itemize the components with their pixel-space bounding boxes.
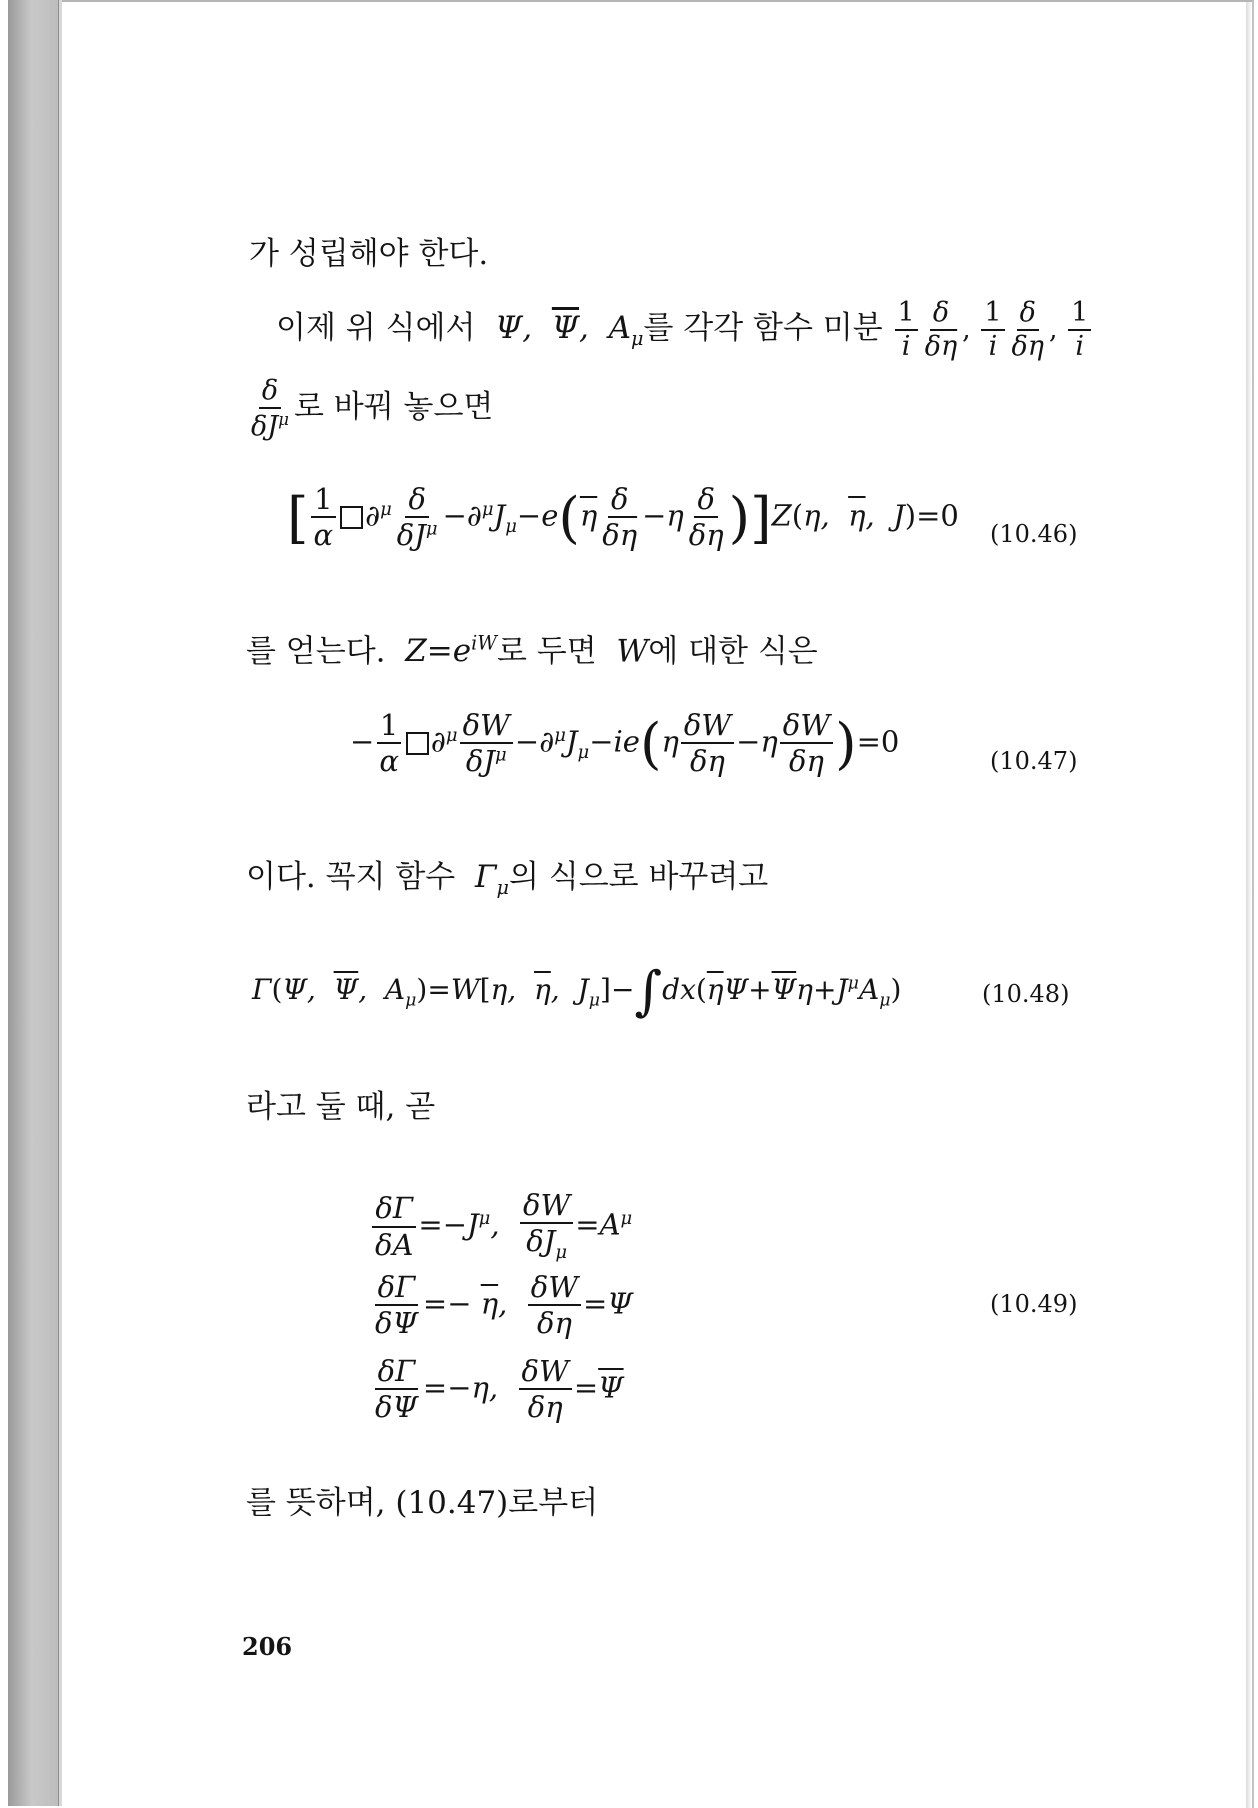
equation-10-49-row-2: $\frac{\delta\Gamma}{\delta\Psi}$ =− $\overline{\eta}$, $\frac{\delta W}{\delta\overline{\eta}}$ =Ψ [375,1270,633,1341]
text-line-5 [246,859,769,900]
text-line-7: 를 뜻하며, (10.47)로부터 [246,1485,599,1521]
text-line-4-end: 에 대한 식은 [648,633,818,670]
text-line-4 [246,632,818,670]
page-number: 206 [242,1632,293,1661]
equation-10-48: Γ(Ψ, $\overline{\Psi}$, $A_\mu)=W[\eta$, $\overline{\eta}$, $J_\mu]-\int dx(\overline{\eta}\Psi+\overline{\Psi}\eta+J^\mu A_\mu)$ [252,960,902,1022]
math-gamma-mu: $\Gamma_\mu$ [465,859,509,900]
text-line-4-middle: 로 두면 [497,633,597,670]
math-delta-over-delta-j: $\frac{\delta}{\delta J^\mu}$ [251,375,289,443]
text-line-2 [276,299,1093,362]
math-z-definition: $Z=e^{iW}$ [395,632,497,670]
book-page [62,0,1254,1808]
math-functional-derivatives: $\frac{1}{i}$ $\frac{\delta}{\delta\overline{\eta}}$ , $\frac{1}{i}$ $\frac{\delta}{\delta\eta}$ , $\frac{1}{i}$ [893,314,1094,345]
equation-number-10-48: (10.48) [982,980,1070,1008]
text-line-2-middle: 를 각각 함수 미분 [643,309,883,346]
equation-10-47: − $\frac{1}{\alpha}$ ∂$^\mu$ $\frac{\delta W}{\delta J^\mu}$ $-\partial^\mu J_\mu-ie(\eta$ $\frac{\delta W}{\delta\overline{\eta}}$ −η $\frac{\delta W}{\delta\eta}$ )=0 [350,708,900,779]
equation-number-10-46: (10.46) [990,520,1078,548]
math-psi-list: Ψ, $\overline{\Psi}$, $A_\mu$ [485,309,644,351]
text-line-2-start: 이제 위 식에서 [276,309,476,346]
equation-number-10-49: (10.49) [990,1290,1078,1318]
text-line-5-end: 의 식으로 바꾸려고 [508,859,769,895]
text-line-3 [246,377,493,442]
equation-10-46: [ $\frac{1}{\alpha}$ ∂$^\mu$ $\frac{\delta}{\delta J^\mu}$ $-\partial^\mu J_\mu-e(\overline{\eta}$ $\frac{\delta}{\delta\overline{\eta}}$ −η $\frac{\delta}{\delta\eta}$ )]Z(η, $\overline{\eta}$, J)=0 [287,482,959,553]
equation-number-10-47: (10.47) [990,747,1078,775]
math-w: W [606,633,649,670]
text-line-4-start: 를 얻는다. [246,633,386,670]
page-edge-shadow [1246,2,1252,1808]
text-line-1: 가 성립해야 한다. [249,236,489,272]
equation-10-49-row-1: $\frac{\delta\Gamma}{\delta A}$ $=-J^\mu$, $\frac{\delta W}{\delta J_\mu}$ $=A^\mu$ [370,1190,632,1263]
equation-10-49-row-3: $\frac{\delta\Gamma}{\delta\overline{\Psi}}$ =−η, $\frac{\delta W}{\delta\eta}$ $=\overline{\Psi}$ [375,1354,624,1425]
text-line-6: 라고 둘 때, 곧 [246,1089,436,1125]
book-spine [8,0,60,1806]
text-line-3-end: 로 바꿔 놓으면 [293,388,494,425]
text-line-5-start: 이다. 꼭지 함수 [246,859,456,895]
